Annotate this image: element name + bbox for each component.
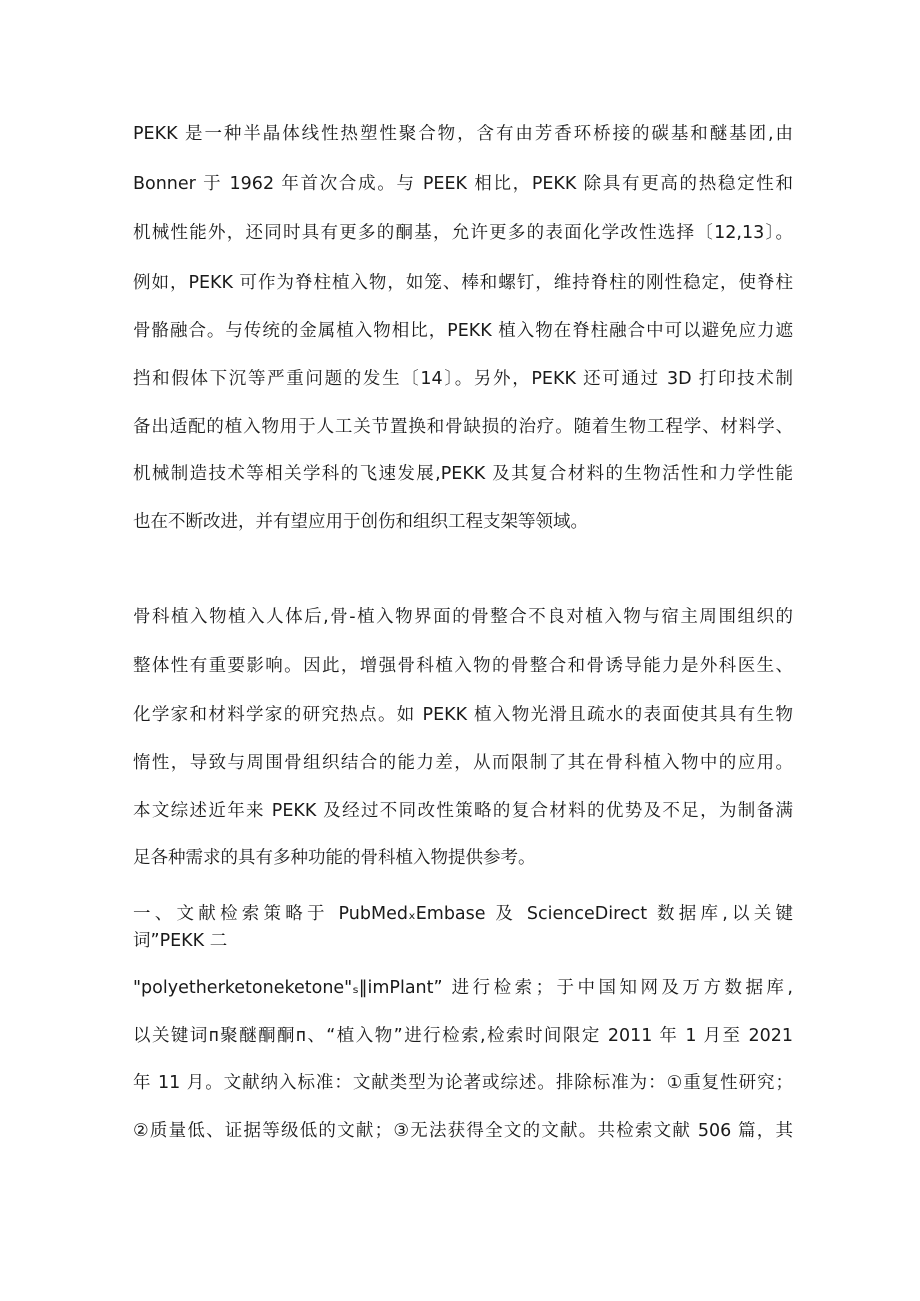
paragraph1-line: 骨骼融合。与传统的金属植入物相比，PEKK 植入物在脊柱融合中可以避免应力遮 (133, 321, 793, 341)
paragraph1-line: 也在不断改进，并有望应用于创伤和组织工程支架等领域。 (133, 512, 588, 532)
section1-line: 以关键词ᴨ聚醚酮酮ᴨ、“植入物”进行检索,检索时间限定 2011 年 1 月至 2021 (133, 1026, 793, 1046)
paragraph1-line: 机械制造技术等相关学科的飞速发展,PEKK 及其复合材料的生物活性和力学性能 (133, 464, 793, 484)
paragraph1-line: Bonner 于 1962 年首次合成。与 PEEK 相比，PEKK 除具有更高的热稳定性和 (133, 174, 793, 194)
paragraph2-line: 惰性，导致与周围骨组织结合的能力差，从而限制了其在骨科植入物中的应用。 (133, 753, 793, 773)
paragraph1-line: 备出适配的植入物用于人工关节置换和骨缺损的治疗。随着生物工程学、材料学、 (133, 417, 793, 437)
paragraph1-line: PEKK 是一种半晶体线性热塑性聚合物，含有由芳香环桥接的碳基和醚基团,由 (133, 124, 793, 144)
paragraph2-line: 本文综述近年来 PEKK 及经过不同改性策略的复合材料的优势及不足，为制备满 (133, 801, 793, 821)
section-heading: 一、文献检索策略于 PubMedₓEmbase 及 ScienceDirect 数据库,以关键 (133, 904, 793, 924)
section1-line: 年 11 月。文献纳入标准：文献类型为论著或综述。排除标准为：①重复性研究； (133, 1073, 793, 1093)
paragraph1-line: 挡和假体下沉等严重问题的发生〔14〕。另外，PEKK 还可通过 3D 打印技术制 (133, 369, 793, 389)
paragraph1-line: 例如，PEKK 可作为脊柱植入物，如笼、棒和螺钉，维持脊柱的刚性稳定，使脊柱 (133, 273, 793, 293)
paragraph1-line: 机械性能外，还同时具有更多的酮基，允许更多的表面化学改性选择〔12,13〕。 (133, 223, 793, 243)
paragraph2-line: 骨科植入物植入人体后,骨-植入物界面的骨整合不良对植入物与宿主周围组织的 (133, 607, 793, 627)
paragraph2-line: 化学家和材料学家的研究热点。如 PEKK 植入物光滑且疏水的表面使其具有生物 (133, 705, 793, 725)
paragraph2-line: 足各种需求的具有多种功能的骨科植入物提供参考。 (133, 848, 536, 868)
section1-line: ②质量低、证据等级低的文献；③无法获得全文的文献。共检索文献 506 篇，其 (133, 1121, 793, 1141)
section-heading-continued: 词”PEKK 二 (133, 931, 228, 951)
paragraph2-line: 整体性有重要影响。因此，增强骨科植入物的骨整合和骨诱导能力是外科医生、 (133, 656, 793, 676)
section1-line: "polyetherketoneketone"ₛ‖imPlant” 进行检索；于中国知网及万方数据库, (133, 978, 793, 998)
